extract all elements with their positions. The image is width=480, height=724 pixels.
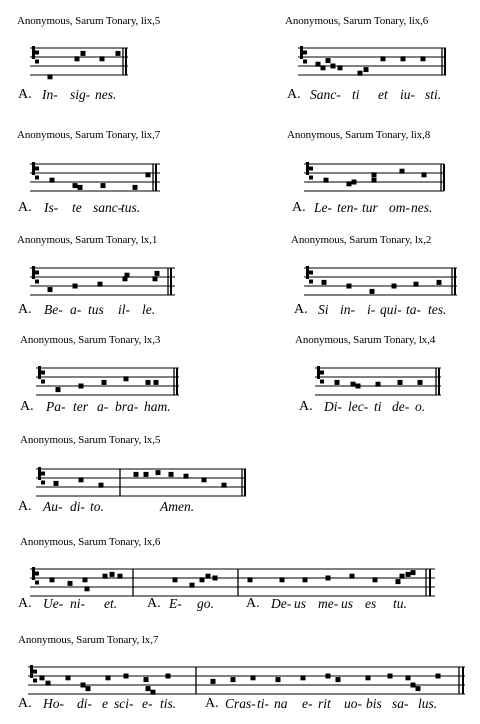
source-citation: Anonymous, Sarum Tonary, lix,6 bbox=[285, 15, 429, 27]
neume bbox=[421, 56, 426, 61]
c-clef bbox=[32, 162, 35, 175]
neume bbox=[437, 280, 442, 285]
neume bbox=[370, 289, 375, 294]
source-citation: Anonymous, Sarum Tonary, lx,4 bbox=[295, 334, 436, 346]
lyric-syllable: sig- bbox=[70, 87, 91, 102]
lyric-syllable: In- bbox=[42, 87, 58, 102]
neume bbox=[324, 178, 329, 183]
lyric-syllable: e- bbox=[142, 696, 153, 711]
lyric-syllable: Au- bbox=[43, 499, 63, 514]
neume bbox=[155, 271, 160, 276]
c-clef bbox=[38, 467, 41, 480]
c-clef bbox=[309, 176, 313, 180]
neume bbox=[125, 273, 130, 278]
source-citation: Anonymous, Sarum Tonary, lx,1 bbox=[17, 234, 158, 246]
c-clef bbox=[303, 51, 307, 55]
c-clef bbox=[35, 176, 39, 180]
neume bbox=[388, 674, 393, 679]
lyric-syllable: bis bbox=[366, 696, 382, 711]
lyric-syllable: E- bbox=[169, 596, 182, 611]
antiphon-mark: A. bbox=[205, 696, 219, 711]
neume bbox=[151, 690, 156, 695]
lyric-syllable: Be- bbox=[44, 302, 63, 317]
c-clef bbox=[33, 679, 37, 683]
neume bbox=[110, 572, 115, 577]
lyric-syllable: us bbox=[341, 596, 354, 611]
neume bbox=[436, 674, 441, 679]
neume bbox=[50, 178, 55, 183]
neume bbox=[213, 576, 218, 581]
neume bbox=[166, 674, 171, 679]
c-clef bbox=[41, 472, 45, 476]
c-clef bbox=[35, 280, 39, 284]
neume bbox=[48, 287, 53, 292]
neume bbox=[414, 282, 419, 287]
neume bbox=[373, 577, 378, 582]
lyric-syllable: uo- bbox=[344, 696, 362, 711]
lyric-syllable: a- bbox=[97, 399, 109, 414]
lyric-syllable: lec- bbox=[348, 399, 369, 414]
neume bbox=[85, 586, 90, 591]
neume bbox=[50, 577, 55, 582]
lyric-syllable: ten- bbox=[337, 200, 358, 215]
lyric-syllable: qui- bbox=[380, 302, 402, 317]
neume bbox=[116, 51, 121, 56]
neume bbox=[40, 675, 45, 680]
neume bbox=[398, 380, 403, 385]
antiphon-mark: A. bbox=[20, 399, 34, 414]
neume bbox=[335, 380, 340, 385]
neume bbox=[303, 577, 308, 582]
neume bbox=[406, 675, 411, 680]
neume bbox=[381, 56, 386, 61]
lyric-syllable: ta- bbox=[406, 302, 421, 317]
neume bbox=[411, 683, 416, 688]
c-clef bbox=[35, 51, 39, 55]
antiphon-mark: A. bbox=[246, 596, 260, 611]
c-clef bbox=[309, 167, 313, 171]
lyric-syllable: me- bbox=[318, 596, 339, 611]
lyric-syllable: e bbox=[102, 696, 108, 711]
neume bbox=[124, 376, 129, 381]
neume bbox=[251, 675, 256, 680]
c-clef bbox=[32, 46, 35, 59]
lyric-syllable: Sanc- bbox=[310, 87, 341, 102]
music-staff bbox=[30, 262, 180, 302]
lyric-syllable: a- bbox=[70, 302, 82, 317]
neume bbox=[200, 577, 205, 582]
antiphon-mark: A. bbox=[294, 302, 308, 317]
neume bbox=[73, 284, 78, 289]
neume bbox=[153, 276, 158, 281]
c-clef bbox=[41, 481, 45, 485]
neume bbox=[46, 681, 51, 686]
c-clef bbox=[33, 670, 37, 674]
neume bbox=[321, 65, 326, 70]
music-staff bbox=[304, 262, 464, 302]
neume bbox=[173, 577, 178, 582]
neume bbox=[99, 483, 104, 488]
lyric-syllable: ni- bbox=[70, 596, 85, 611]
neume bbox=[118, 574, 123, 579]
neume bbox=[102, 380, 107, 385]
music-staff bbox=[36, 362, 186, 402]
source-citation: Anonymous, Sarum Tonary, lix,7 bbox=[17, 129, 161, 141]
lyric-syllable: tus bbox=[88, 302, 104, 317]
neume bbox=[98, 282, 103, 287]
lyric-syllable: ti bbox=[352, 87, 360, 102]
lyric-syllable: iu- bbox=[400, 87, 415, 102]
lyric-syllable: de- bbox=[392, 399, 410, 414]
source-citation: Anonymous, Sarum Tonary, lx,3 bbox=[20, 334, 161, 346]
neume bbox=[336, 677, 341, 682]
lyric-syllable: Le- bbox=[314, 200, 332, 215]
neume bbox=[231, 677, 236, 682]
lyric-syllable: tu. bbox=[393, 596, 407, 611]
c-clef bbox=[303, 60, 307, 64]
lyric-syllable: il- bbox=[118, 302, 130, 317]
neume bbox=[106, 675, 111, 680]
c-clef bbox=[35, 581, 39, 585]
neume bbox=[376, 382, 381, 387]
lyric-syllable: le. bbox=[142, 302, 156, 317]
lyric-syllable: di- bbox=[77, 696, 92, 711]
neume bbox=[316, 62, 321, 67]
c-clef bbox=[306, 266, 309, 279]
neume bbox=[366, 675, 371, 680]
c-clef bbox=[35, 167, 39, 171]
neume bbox=[133, 185, 138, 190]
neume bbox=[326, 576, 331, 581]
c-clef bbox=[300, 46, 303, 59]
music-staff bbox=[28, 661, 470, 701]
lyric-syllable: go. bbox=[197, 596, 214, 611]
lyric-syllable: ham. bbox=[144, 399, 171, 414]
c-clef bbox=[317, 366, 320, 379]
neume bbox=[86, 686, 91, 691]
c-clef bbox=[35, 60, 39, 64]
music-staff bbox=[30, 563, 440, 603]
c-clef bbox=[35, 271, 39, 275]
neume bbox=[400, 169, 405, 174]
neume bbox=[156, 470, 161, 475]
neume bbox=[81, 683, 86, 688]
neume bbox=[146, 380, 151, 385]
neume bbox=[326, 58, 331, 63]
neume bbox=[392, 284, 397, 289]
lyric-syllable: tes. bbox=[428, 302, 447, 317]
lyric-syllable: et. bbox=[104, 596, 118, 611]
neume bbox=[248, 577, 253, 582]
neume bbox=[79, 477, 84, 482]
neume bbox=[350, 574, 355, 579]
neume bbox=[338, 65, 343, 70]
neume bbox=[202, 477, 207, 482]
lyric-syllable: di- bbox=[70, 499, 85, 514]
music-staff bbox=[30, 42, 130, 82]
neume bbox=[372, 172, 377, 177]
lyric-syllable: in- bbox=[340, 302, 355, 317]
antiphon-mark: A. bbox=[18, 87, 32, 102]
lyric-syllable: sci- bbox=[114, 696, 134, 711]
lyric-syllable: Si bbox=[318, 302, 329, 317]
neume bbox=[101, 183, 106, 188]
neume bbox=[78, 185, 83, 190]
neume bbox=[331, 64, 336, 69]
neume bbox=[81, 51, 86, 56]
source-citation: Anonymous, Sarum Tonary, lix,5 bbox=[17, 15, 161, 27]
neume bbox=[66, 675, 71, 680]
lyric-syllable: o. bbox=[415, 399, 426, 414]
lyric-syllable: sti. bbox=[425, 87, 442, 102]
lyric-syllable: te bbox=[72, 200, 82, 215]
lyric-syllable: ti bbox=[374, 399, 382, 414]
neume bbox=[75, 56, 80, 61]
c-clef bbox=[320, 371, 324, 375]
neume bbox=[347, 181, 352, 186]
antiphon-mark: A. bbox=[18, 302, 32, 317]
neume bbox=[79, 384, 84, 389]
neume bbox=[352, 180, 357, 185]
music-staff bbox=[315, 362, 450, 402]
neume bbox=[146, 172, 151, 177]
neume bbox=[326, 674, 331, 679]
neume bbox=[211, 679, 216, 684]
neume bbox=[364, 67, 369, 72]
neume bbox=[124, 674, 129, 679]
antiphon-mark: A. bbox=[18, 696, 32, 711]
antiphon-mark: A. bbox=[18, 596, 32, 611]
neume bbox=[372, 178, 377, 183]
neume bbox=[56, 387, 61, 392]
lyric-syllable: rit bbox=[318, 696, 331, 711]
lyric-syllable: es bbox=[365, 596, 377, 611]
lyric-syllable: Cras- bbox=[225, 696, 256, 711]
neume bbox=[169, 472, 174, 477]
lyric-syllable: et bbox=[378, 87, 388, 102]
source-citation: Anonymous, Sarum Tonary, lx,7 bbox=[18, 634, 159, 646]
lyric-syllable: bra- bbox=[115, 399, 139, 414]
lyric-syllable: to. bbox=[90, 499, 104, 514]
music-staff bbox=[36, 463, 256, 503]
neume bbox=[396, 579, 401, 584]
antiphon-mark: A. bbox=[287, 87, 301, 102]
c-clef bbox=[309, 280, 313, 284]
antiphon-mark: A. bbox=[147, 596, 161, 611]
lyric-syllable: De- bbox=[271, 596, 292, 611]
neume bbox=[222, 483, 227, 488]
lyric-syllable: tur bbox=[362, 200, 378, 215]
neume bbox=[206, 574, 211, 579]
source-citation: Anonymous, Sarum Tonary, lx,6 bbox=[20, 536, 161, 548]
neume bbox=[280, 577, 285, 582]
lyric-syllable: nes. bbox=[411, 200, 433, 215]
lyric-syllable: Amen. bbox=[160, 499, 195, 514]
lyric-syllable: ti- bbox=[257, 696, 269, 711]
lyric-syllable: Pa- bbox=[46, 399, 66, 414]
lyric-syllable: tus. bbox=[121, 200, 141, 215]
lyric-syllable: i- bbox=[367, 302, 376, 317]
neume bbox=[418, 380, 423, 385]
neume bbox=[276, 677, 281, 682]
c-clef bbox=[30, 665, 33, 678]
neume bbox=[347, 284, 352, 289]
c-clef bbox=[306, 162, 309, 175]
c-clef bbox=[320, 380, 324, 384]
music-staff bbox=[298, 42, 458, 82]
antiphon-mark: A. bbox=[292, 200, 306, 215]
antiphon-mark: A. bbox=[18, 499, 32, 514]
lyric-syllable: ter bbox=[73, 399, 88, 414]
neume bbox=[83, 577, 88, 582]
lyric-syllable: tis. bbox=[160, 696, 177, 711]
neume bbox=[400, 574, 405, 579]
lyric-syllable: e- bbox=[302, 696, 313, 711]
neume bbox=[422, 172, 427, 177]
neume bbox=[358, 71, 363, 76]
neume bbox=[54, 481, 59, 486]
source-citation: Anonymous, Sarum Tonary, lix,8 bbox=[287, 129, 431, 141]
lyric-syllable: nes. bbox=[95, 87, 117, 102]
neume bbox=[322, 280, 327, 285]
lyric-syllable: Ho- bbox=[43, 696, 64, 711]
source-citation: Anonymous, Sarum Tonary, lx,5 bbox=[20, 434, 161, 446]
source-citation: Anonymous, Sarum Tonary, lx,2 bbox=[291, 234, 432, 246]
neume bbox=[356, 384, 361, 389]
c-clef bbox=[32, 266, 35, 279]
neume bbox=[184, 474, 189, 479]
antiphon-mark: A. bbox=[299, 399, 313, 414]
neume bbox=[144, 472, 149, 477]
neume bbox=[401, 56, 406, 61]
c-clef bbox=[32, 567, 35, 580]
lyric-syllable: lus. bbox=[418, 696, 438, 711]
lyric-syllable: us bbox=[294, 596, 307, 611]
neume bbox=[100, 56, 105, 61]
neume bbox=[73, 183, 78, 188]
neume bbox=[103, 574, 108, 579]
c-clef bbox=[41, 380, 45, 384]
c-clef bbox=[38, 366, 41, 379]
lyric-syllable: Di- bbox=[324, 399, 342, 414]
neume bbox=[134, 472, 139, 477]
neume bbox=[146, 686, 151, 691]
lyric-syllable: sanc- bbox=[93, 200, 123, 215]
music-staff bbox=[30, 158, 165, 198]
c-clef bbox=[41, 371, 45, 375]
lyric-syllable: sa- bbox=[392, 696, 409, 711]
neume bbox=[411, 570, 416, 575]
lyric-syllable: Ue- bbox=[43, 596, 64, 611]
neume bbox=[416, 686, 421, 691]
neume bbox=[406, 572, 411, 577]
neume bbox=[301, 675, 306, 680]
neume bbox=[68, 581, 73, 586]
lyric-syllable: Is- bbox=[44, 200, 59, 215]
c-clef bbox=[35, 572, 39, 576]
antiphon-mark: A. bbox=[18, 200, 32, 215]
music-staff bbox=[304, 158, 459, 198]
neume bbox=[144, 677, 149, 682]
neume bbox=[48, 74, 53, 79]
neume bbox=[351, 382, 356, 387]
neume bbox=[154, 380, 159, 385]
c-clef bbox=[309, 271, 313, 275]
lyric-syllable: om- bbox=[389, 200, 410, 215]
lyric-syllable: na bbox=[274, 696, 288, 711]
neume bbox=[190, 583, 195, 588]
